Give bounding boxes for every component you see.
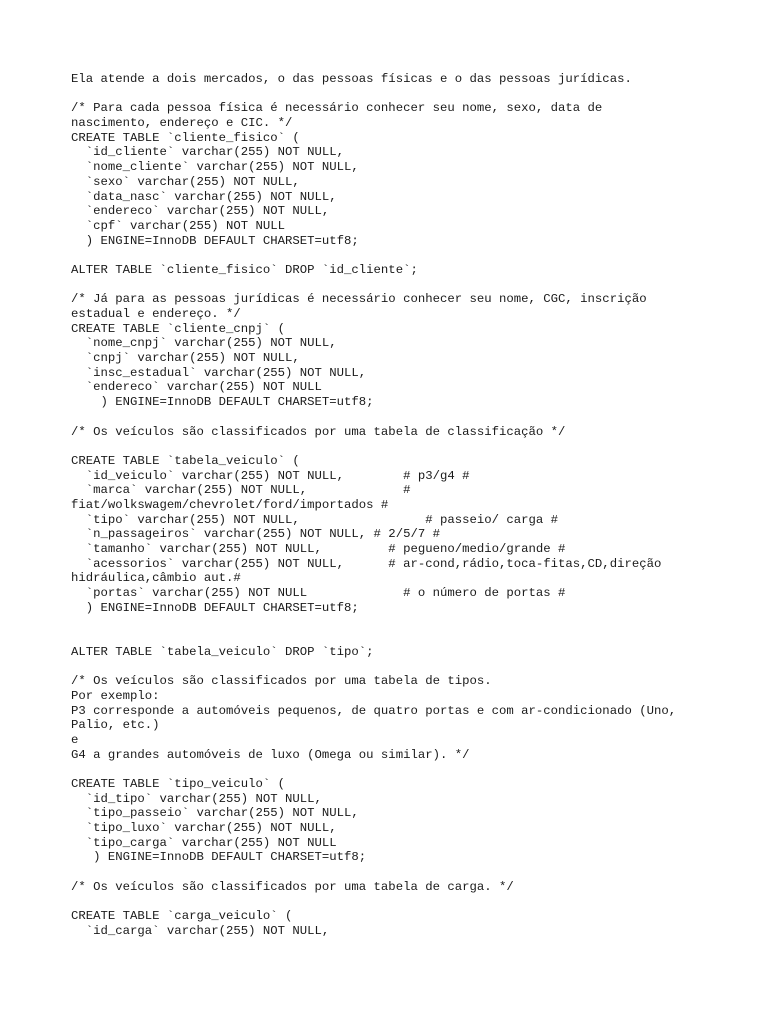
document-line: e xyxy=(71,732,79,747)
document-line: P3 corresponde a automóveis pequenos, de quatro portas e com ar-condicionado (Uno, xyxy=(71,703,677,718)
document-line: `id_veiculo` varchar(255) NOT NULL, # p3/g4 # xyxy=(71,468,470,483)
document-line: Por exemplo: xyxy=(71,688,160,703)
document-line: `sexo` varchar(255) NOT NULL, xyxy=(71,174,300,189)
document-line xyxy=(71,865,761,880)
document-line: `acessorios` varchar(255) NOT NULL, # ar-cond,rádio,toca-fitas,CD,direção xyxy=(71,556,662,571)
document-line: `insc_estadual` varchar(255) NOT NULL, xyxy=(71,365,367,380)
document-line: `tipo_carga` varchar(255) NOT NULL xyxy=(71,835,337,850)
document-line: CREATE TABLE `cliente_fisico` ( xyxy=(71,130,300,145)
document-line: /* Já para as pessoas jurídicas é necessário conhecer seu nome, CGC, inscrição xyxy=(71,292,647,307)
document-line: ALTER TABLE `cliente_fisico` DROP `id_cliente`; xyxy=(71,262,418,277)
document-line: `tipo_passeio` varchar(255) NOT NULL, xyxy=(71,806,359,821)
document-line: CREATE TABLE `tabela_veiculo` ( xyxy=(71,453,300,468)
document-line: `nome_cliente` varchar(255) NOT NULL, xyxy=(71,160,359,175)
document-line: /* Os veículos são classificados por uma tabela de carga. */ xyxy=(71,879,514,894)
document-line: G4 a grandes automóveis de luxo (Omega ou similar). */ xyxy=(71,747,470,762)
document-line: ) ENGINE=InnoDB DEFAULT CHARSET=utf8; xyxy=(71,850,367,865)
document-line: estadual e endereço. */ xyxy=(71,307,241,321)
document-line: nascimento, endereço e CIC. */ xyxy=(71,116,293,131)
document-line xyxy=(71,660,761,675)
document-line: `tamanho` varchar(255) NOT NULL, # pegueno/medio/grande # xyxy=(71,542,566,556)
document-line: `tipo_luxo` varchar(255) NOT NULL, xyxy=(71,821,337,836)
document-line xyxy=(71,630,761,645)
document-line: /* Os veículos são classificados por uma tabela de classificação */ xyxy=(71,424,566,439)
document-line: ALTER TABLE `tabela_veiculo` DROP `tipo`; xyxy=(71,644,374,659)
document-line: Ela atende a dois mercados, o das pessoas físicas e o das pessoas jurídicas. xyxy=(71,72,632,86)
document-line xyxy=(71,410,761,425)
document-line xyxy=(71,439,761,454)
document-line: /* Para cada pessoa física é necessário conhecer seu nome, sexo, data de xyxy=(71,101,603,116)
document-line: ) ENGINE=InnoDB DEFAULT CHARSET=utf8; xyxy=(71,233,359,248)
document-line: `portas` varchar(255) NOT NULL # o número de portas # xyxy=(71,586,566,601)
document-line: CREATE TABLE `tipo_veiculo` ( xyxy=(71,777,286,791)
document-line: /* Os veículos são classificados por uma tabela de tipos. xyxy=(71,674,492,689)
document-line: hidráulica,câmbio aut.# xyxy=(71,571,241,586)
document-line: `id_tipo` varchar(255) NOT NULL, xyxy=(71,791,322,806)
document-line xyxy=(71,762,761,777)
document-line xyxy=(71,278,761,293)
document-line: `endereco` varchar(255) NOT NULL, xyxy=(71,204,330,219)
document-line xyxy=(71,615,761,630)
document-line: ) ENGINE=InnoDB DEFAULT CHARSET=utf8; xyxy=(71,600,359,615)
document-line: `marca` varchar(255) NOT NULL, # xyxy=(71,483,411,498)
document-line: `nome_cnpj` varchar(255) NOT NULL, xyxy=(71,336,337,351)
document-line: `id_cliente` varchar(255) NOT NULL, xyxy=(71,145,345,160)
document-line: `n_passageiros` varchar(255) NOT NULL, # 2/5/7 # xyxy=(71,527,440,542)
document-line: `cpf` varchar(255) NOT NULL xyxy=(71,218,286,233)
document-line: CREATE TABLE `cliente_cnpj` ( xyxy=(71,321,286,336)
document-line: `tipo` varchar(255) NOT NULL, # passeio/ carga # xyxy=(71,512,559,527)
document-line: `endereco` varchar(255) NOT NULL xyxy=(71,380,322,395)
document-line xyxy=(71,87,761,102)
document-line: `id_carga` varchar(255) NOT NULL, xyxy=(71,923,330,938)
document-body xyxy=(71,72,761,939)
document-line xyxy=(71,895,761,910)
document-line: `cnpj` varchar(255) NOT NULL, xyxy=(71,351,300,366)
document-line: fiat/wolkswagem/chevrolet/ford/importados # xyxy=(71,497,389,512)
document-line: Palio, etc.) xyxy=(71,718,160,733)
document-line: ) ENGINE=InnoDB DEFAULT CHARSET=utf8; xyxy=(71,395,374,410)
document-line: `data_nasc` varchar(255) NOT NULL, xyxy=(71,189,337,204)
document-line xyxy=(71,248,761,263)
document-line: CREATE TABLE `carga_veiculo` ( xyxy=(71,909,293,924)
